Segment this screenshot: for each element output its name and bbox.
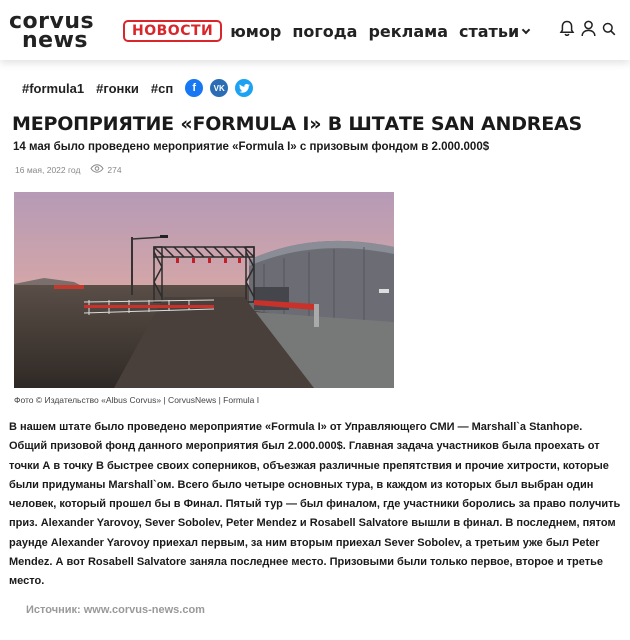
eye-icon [90,164,104,175]
main-nav [123,19,540,43]
nav-item-humor[interactable]: юмор [230,21,282,41]
user-icon[interactable] [581,20,596,42]
article-subtitle: 14 мая было проведено мероприятие «Formula I» с призовым фондом в 2.000.000$ [13,141,490,153]
nav-item-articles[interactable] [459,22,529,41]
photo-caption: Фото © Издательство «Albus Corvus» | CorvusNews | Formula I [14,395,260,405]
site-header [0,0,630,60]
logo-line-2: news [22,28,89,53]
header-icons [553,20,616,42]
chevron-down-icon [522,25,530,33]
nav-item-articles-label: статьи [459,21,520,41]
tags-row [22,79,260,97]
site-logo[interactable] [9,9,99,53]
search-icon[interactable] [602,22,616,41]
article-source[interactable]: Источник: www.corvus-news.com [26,604,205,616]
nav-item-news[interactable]: НОВОСТИ [123,20,222,42]
race-track-image [14,192,394,388]
article-meta [15,164,122,175]
article-title: МЕРОПРИЯТИЕ «FORMULA I» В ШТАТЕ SAN ANDREAS [12,113,583,135]
article-views: 274 [107,164,122,175]
nav-item-ads[interactable]: реклама [368,21,448,41]
tag-races[interactable]: #гонки [96,80,139,96]
facebook-icon[interactable]: f [185,79,203,97]
nav-item-weather[interactable]: погода [292,21,358,41]
logo-line-1: corvus [9,9,95,34]
vk-icon[interactable]: VK [210,79,228,97]
tag-sp[interactable]: #сп [150,80,174,96]
article-body: В нашем штате было проведено мероприятие «Formula I» от Управляющего СМИ — Marshall`a Stanhope. Общий призовой фонд данного мероприятия был 2.000.000$. Главная задача участников была проехать от точки А в точку В быстрее своих соперников, объезжая различные препятствия и прочие хитрости, которые были придуманы Marshall`ом. Всего было четыре основных тура, в каждом из которых был выбран один человек, который прошел бы в Финал. Пятый тур — был финалом, где участники боролись за право получить приз. Alexander Yarovoy, Sever Sobolev, Peter Mendez и Rosabell Salvatore вышли в финал. В последнем, пятом раунде Alexander Yarovoy приехал первым, за ним вторым приехал Sever Sobolev, а третьим уже был Peter Mendez. А вот Rosabell Salvatore заняла последнее место. Призовыми были только первое, второе и третье место. [9,421,621,588]
tag-formula1[interactable]: #formula1 [22,80,85,96]
bell-icon[interactable] [559,20,575,42]
twitter-icon[interactable] [235,79,253,97]
article-photo[interactable] [14,192,394,388]
article-date: 16 мая, 2022 год [15,164,81,175]
